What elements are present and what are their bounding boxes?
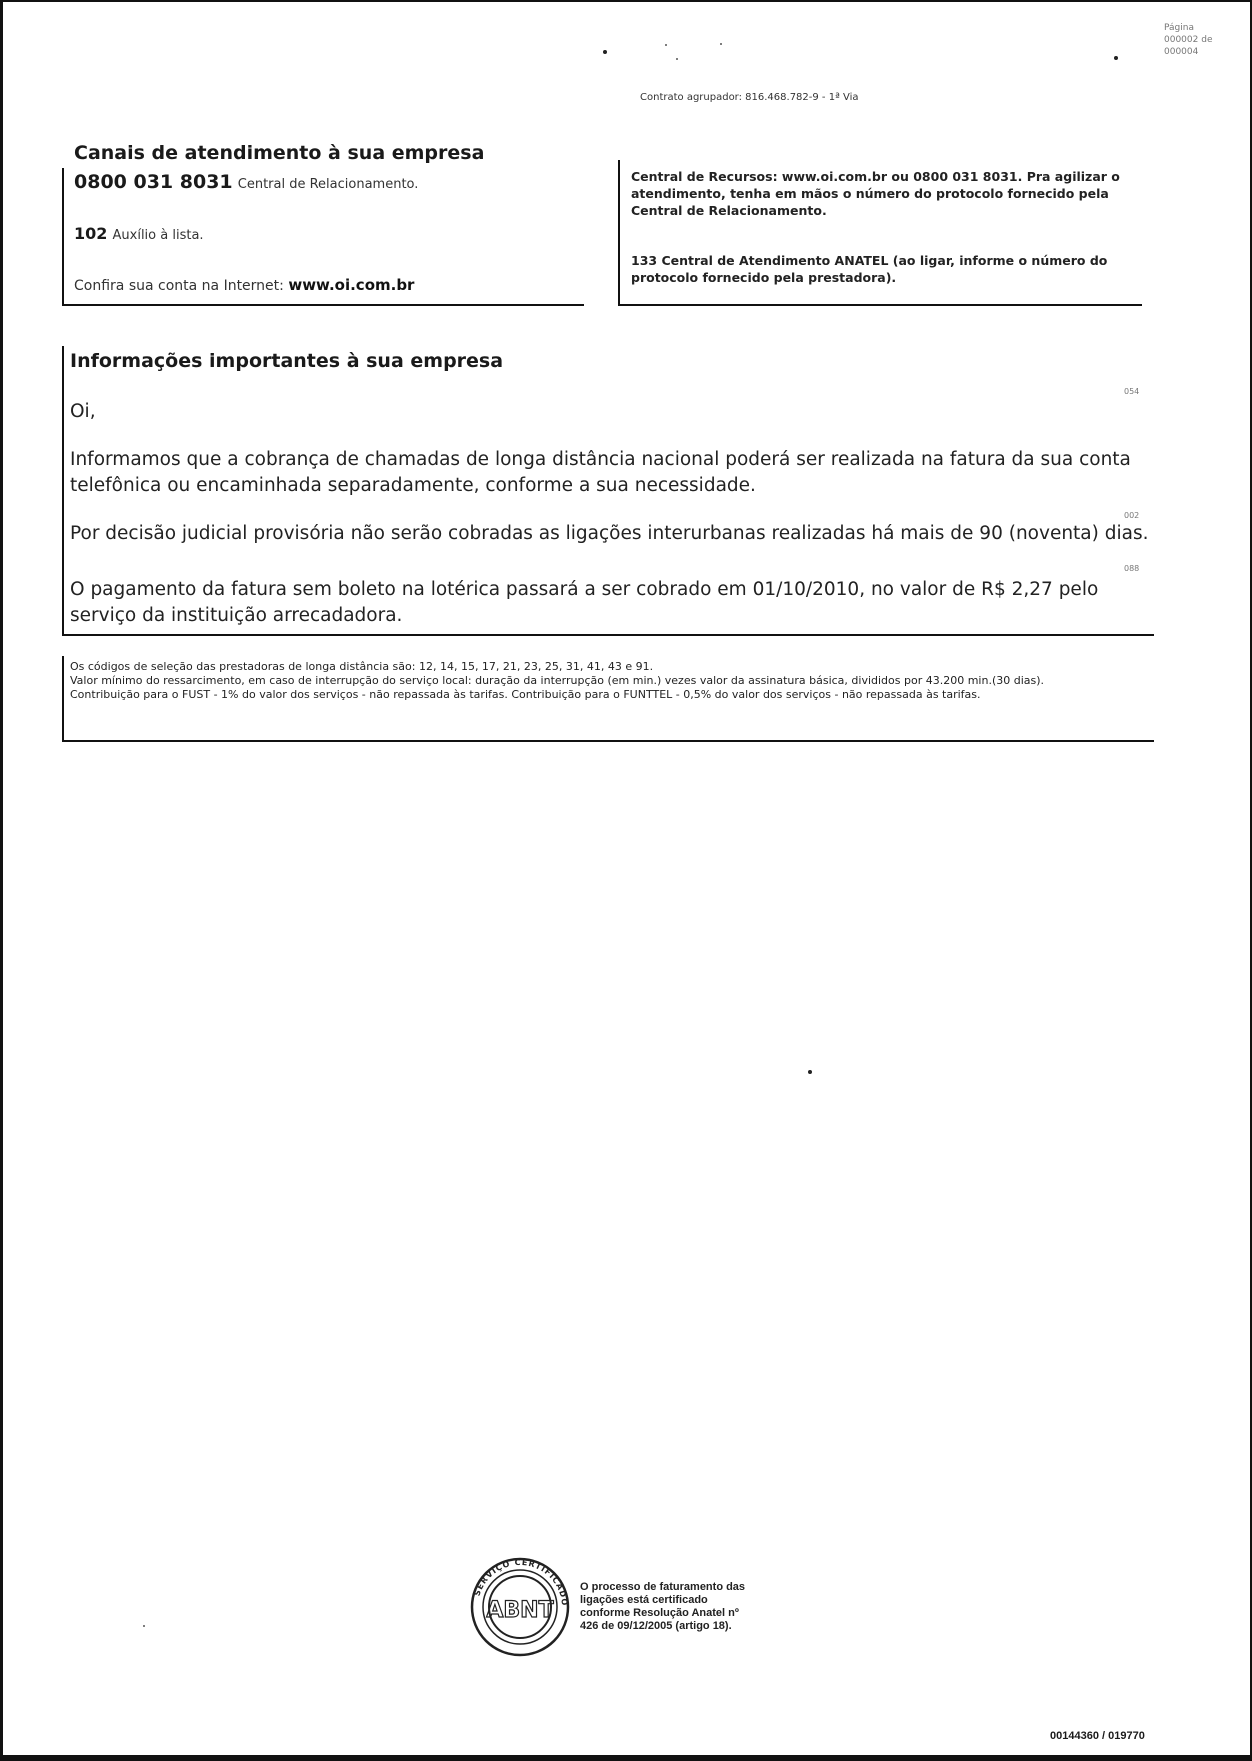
- note-line: Os códigos de seleção das prestadoras de longa distância são: 12, 14, 15, 17, 21, 23, 25, 31, 41, 43 e 91.: [70, 660, 654, 673]
- page-number: [1164, 22, 1224, 58]
- abnt-text: O processo de faturamento das ligações está certificado conforme Resolução Anatel nº 426 de 09/12/2005 (artigo 18).: [580, 1581, 746, 1632]
- greeting: Oi,: [70, 401, 96, 422]
- internet-label: Confira sua conta na Internet:: [74, 278, 284, 294]
- phone-line: [74, 171, 418, 193]
- phone-number: 0800 031 8031: [74, 171, 233, 193]
- message-code: 002: [1124, 511, 1140, 520]
- scan-speck: [603, 50, 607, 54]
- help-number: 102: [74, 224, 108, 243]
- info-title: Informações importantes à sua empresa: [70, 350, 504, 372]
- message-code: 054: [1124, 387, 1140, 396]
- note-line: Contribuição para o FUST - 1% do valor dos serviços - não repassada às tarifas. Contribuição para o FUNTTEL - 0,5% do valor dos serviços - não repassada às tarifas.: [70, 688, 981, 701]
- footer-code: 00144360 / 019770: [1050, 1730, 1145, 1742]
- scan-speck: [720, 43, 722, 45]
- info-paragraph-2: Por decisão judicial provisória não serão cobradas as ligações interurbanas realizadas há mais de 90 (noventa) dias.: [70, 523, 1149, 544]
- scan-speck: [143, 1625, 145, 1627]
- abnt-seal-icon: [460, 1545, 580, 1665]
- internet-line: [74, 276, 414, 294]
- anatel-text: 133 Central de Atendimento ANATEL (ao ligar, informe o número do protocolo fornecido pela prestadora).: [631, 253, 1108, 285]
- info-paragraph-1: Informamos que a cobrança de chamadas de longa distância nacional poderá ser realizada na fatura da sua conta telefônica ou encaminhada separadamente, conforme a sua necessidade.: [70, 449, 1131, 496]
- phone-label: Central de Relacionamento.: [237, 177, 419, 192]
- abnt-seal-ring: SERVIÇO CERTIFICADO: [472, 1557, 570, 1607]
- help-label: Auxílio à lista.: [112, 228, 204, 243]
- contract-number: Contrato agrupador: 816.468.782-9 - 1ª Via: [640, 92, 859, 103]
- scan-speck: [808, 1070, 812, 1074]
- message-code: 088: [1124, 564, 1140, 573]
- scan-speck: [676, 58, 678, 60]
- legal-notes: [70, 660, 1160, 702]
- page-of: de: [1201, 35, 1213, 45]
- note-line: Valor mínimo do ressarcimento, em caso de interrupção do serviço local: duração da interrupção (em min.) vezes valor da assinatura básica, divididos por 43.200 min.(30 dias).: [70, 674, 1045, 687]
- abnt-seal-text: ABNT: [486, 1598, 554, 1623]
- internet-url[interactable]: www.oi.com.br: [288, 276, 415, 294]
- recursos-text: Central de Recursos: www.oi.com.br ou 0800 031 8031. Pra agilizar o atendimento, tenha em mãos o número do protocolo fornecido pela Central de Relacionamento.: [631, 169, 1120, 218]
- help-line: [74, 224, 204, 243]
- info-paragraph-3: O pagamento da fatura sem boleto na lotérica passará a ser cobrado em 01/10/2010, no valor de R$ 2,27 pelo serviço da instituição arrecadadora.: [70, 579, 1099, 626]
- scan-speck: [1114, 56, 1118, 60]
- canais-title: Canais de atendimento à sua empresa: [74, 142, 485, 164]
- scan-speck: [665, 44, 667, 46]
- page-current: 000002: [1164, 35, 1199, 45]
- page-total: 000004: [1164, 47, 1199, 57]
- page-label: Página: [1164, 23, 1194, 33]
